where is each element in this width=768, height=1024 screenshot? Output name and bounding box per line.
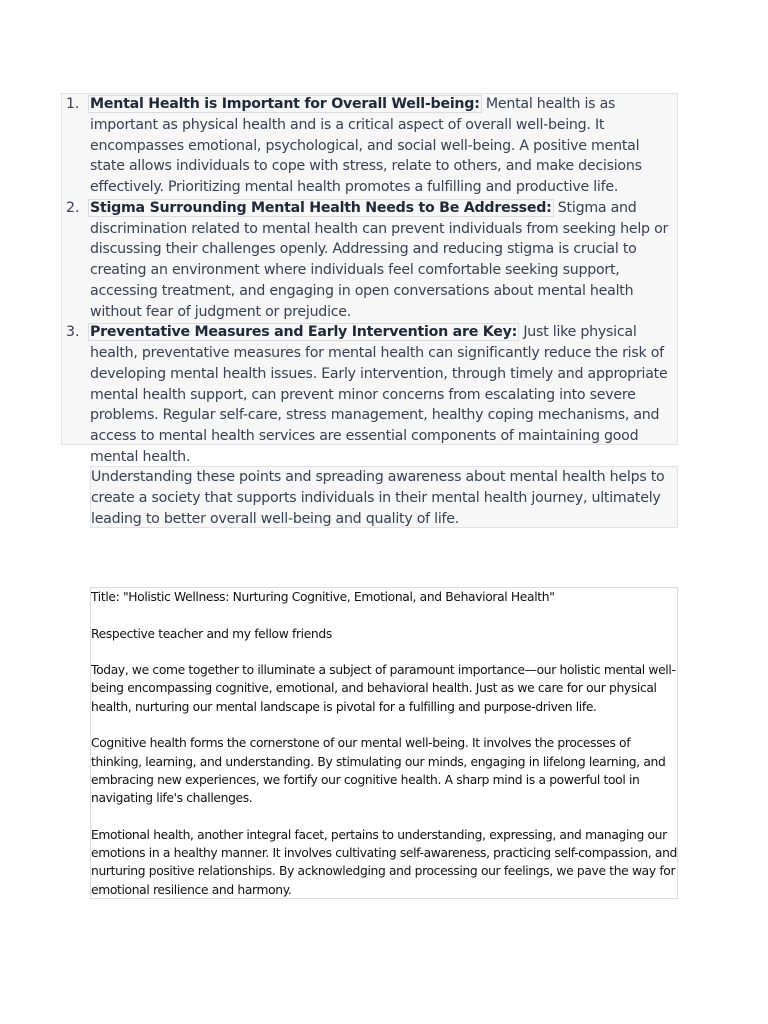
paragraph-gap [91, 808, 677, 826]
list-item [62, 322, 677, 467]
speech-greeting: Respective teacher and my fellow friends [91, 626, 332, 641]
list-item-body: Just like physical health, preventative measures for mental health can significantly reduce the risk of developing mental health issues. Early intervention, through timely and appropriate mental health support, can prevent minor concerns from escalating into severe problems. Regular self-care, stress management, healthy coping mechanisms, and access to mental health services are essential components of maintaining good mental health. [90, 324, 668, 465]
list-number: 1. [66, 96, 80, 112]
speech-paragraph: Today, we come together to illuminate a subject of paramount importance—our holistic mental well-being encompassing cognitive, emotional, and behavioral health. Just as we care for our physical health, nurturing our mental landscape is pivotal for a fulfilling and purpose-driven life. [91, 663, 676, 714]
list-item [62, 198, 677, 323]
list-number: 2. [66, 199, 80, 216]
list-item-text [90, 94, 677, 198]
key-points-panel [61, 93, 678, 465]
summary-paragraph: Understanding these points and spreading awareness about mental health helps to create a society that supports individuals in their mental health journey, ultimately leading to better overall well-being and quality of life. [90, 466, 678, 528]
list-number: 3. [66, 324, 80, 341]
speech-paragraph: Emotional health, another integral facet, pertains to understanding, expressing, and managing our emotions in a healthy manner. It involves cultivating self-awareness, practicing self-compassion, and nurturing positive relationships. By acknowledging and processing our feelings, we pave the way for emotional resilience and harmony. [91, 827, 678, 897]
list-item-text [90, 198, 677, 323]
paragraph-gap [91, 716, 677, 734]
list-item-body: Mental health is as important as physical health and is a critical aspect of overall well-being. It encompasses emotional, psychological, and social well-being. A positive mental state allows individuals to cope with stress, relate to others, and make decisions effectively. Prioritizing mental health promotes a fulfilling and productive life. [90, 96, 642, 195]
list-item-heading: Preventative Measures and Early Intervention are Key: [90, 324, 518, 341]
list-item [62, 94, 677, 198]
list-item-heading: Stigma Surrounding Mental Health Needs to Be Addressed: [90, 199, 552, 216]
list-item-heading: Mental Health is Important for Overall Well-being: [90, 96, 480, 112]
list-item-body: Stigma and discrimination related to mental health can prevent individuals from seeking help or discussing their challenges openly. Addressing and reducing stigma is crucial to creating an environment where individuals feel comfortable seeking support, accessing treatment, and engaging in open conversations about mental health without fear of judgment or prejudice. [90, 199, 669, 320]
speech-paragraph: Cognitive health forms the cornerstone of our mental well-being. It involves the processes of thinking, learning, and understanding. By stimulating our minds, engaging in lifelong learning, and embracing new experiences, we fortify our cognitive health. A sharp mind is a powerful tool in navigating life's challenges. [91, 736, 666, 806]
list-item-text [90, 322, 677, 467]
speech-document [90, 587, 678, 899]
paragraph-gap [91, 606, 677, 624]
speech-title: Title: "Holistic Wellness: Nurturing Cognitive, Emotional, and Behavioral Health" [91, 590, 555, 604]
paragraph-gap [91, 643, 677, 661]
key-points-list [62, 94, 677, 468]
